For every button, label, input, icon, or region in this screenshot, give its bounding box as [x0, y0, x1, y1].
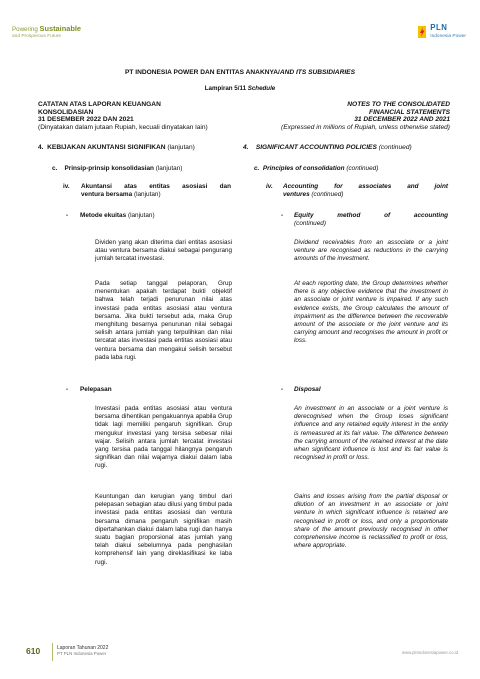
subsection-iv-right — [283, 183, 448, 199]
section-title-left: KEBIJAKAN AKUNTANSI SIGNIFIKAN — [47, 144, 166, 151]
title-italic: AND ITS SUBSIDIARIES — [279, 69, 355, 76]
sub-iv-cont-right: (continued) — [311, 190, 344, 198]
paragraph-right-3: An investment in an associate or a joint venture is derecognised when the Group loses significant influence and any retained equity interest in the entity is remeasured at its fair value. The difference between the carrying amount of the retained interest at the date when significant influence is lost and its fair value is recognised in profit or loss. — [294, 405, 448, 462]
disposal-heading-left: Pelepasan — [80, 386, 112, 393]
paragraph-left-2: Pada setiap tanggal pelaporan, Grup menentukan apakah terdapat bukti objektif bahwa telah terjadi penurunan nilai atas investasi pada entitas asosiasi atau ventura bersama. Jika bukti tersebut ada, maka Grup menghitung besarnya penurunan nilai sebagai selisih antara jumlah yang terpulihkan dan nilai tercatat atas investasi pada entitas asosiasi atau ventura bersama dan mengakui selisih tersebut pada laba rugi. — [95, 280, 232, 361]
subsection-c-left — [52, 165, 182, 172]
document-title — [0, 69, 480, 76]
section-heading-left — [38, 144, 195, 151]
right-header — [281, 101, 450, 131]
dash-marker: - — [281, 212, 284, 219]
schedule-label — [0, 85, 480, 92]
equity-heading-left — [80, 212, 155, 220]
sub-c-letter-right: c. — [254, 165, 260, 172]
page-number: 610 — [26, 646, 41, 656]
right-header-line1: NOTES TO THE CONSOLIDATED — [347, 101, 450, 108]
sub-iv-cont-left: (lanjutan) — [133, 190, 161, 198]
left-header-line2: KONSOLIDASIAN — [38, 108, 94, 116]
paragraph-left-3: Investasi pada entitas asosiasi atau ventura bersama dihentikan pengakuannya apabila Grup tidak lagi memiliki pengaruh signifikan. Grup mengukur investasi yang tersisa sebesar nilai wajar. Selisih antara jumlah tercatat investasi yang tersisa pada tanggal hilangnya pengaruh signifikan dan nilai wajarnya diakui dalam laba rugi. — [95, 405, 232, 470]
right-header-line2: FINANCIAL STATEMENTS — [369, 108, 450, 116]
paragraph-left-4: Keuntungan dan kerugian yang timbul dari pelepasan sebagian atau dilusi yang timbul pada investasi pada entitas asosiasi dan ventura bersama dimana pengaruh signifikan masih dipertahankan diakui dalam laba rugi dan hanya suatu bagian proporsional atas jumlah yang telah diakui sebelumnya pada penghasilan komprehensif lain yang direklasifikasi ke laba rugi. — [95, 493, 232, 566]
section-num-left: 4. — [38, 144, 44, 151]
section-title-right: SIGNIFICANT ACCOUNTING POLICIES — [255, 144, 377, 151]
footer-line1: Laporan Tahunan 2022 — [57, 645, 109, 651]
subsection-c-right — [254, 165, 378, 172]
footer-line2: PT PLN Indonesia Power — [57, 651, 107, 656]
sub-iv-num-right: iv. — [266, 183, 273, 190]
sub-iv-line2-left: ventura bersama — [81, 190, 133, 198]
sub-iv-num-left: iv. — [63, 183, 70, 190]
title-main: PT INDONESIA POWER DAN ENTITAS ANAKNYA/ — [125, 69, 280, 76]
footer-url[interactable]: www.plnindonesiapower.co.id — [401, 650, 458, 655]
paragraph-right-4: Gains and losses arising from the partial disposal or dilution of an investment in an associate or joint venture in which significant influence is retained are recognised in profit or loss, and only a proportionate share of the amount previously recognised in other comprehensive income is reclassified to profit or loss, where appropriate. — [294, 493, 448, 550]
logo-sub: Indonesia Power — [430, 34, 466, 39]
schedule-prefix: Lampiran 5/11 — [204, 85, 248, 92]
equity-title-left: Metode ekuitas — [80, 212, 127, 219]
equity-cont-right: (continued) — [294, 219, 326, 227]
schedule-italic: Schedule — [247, 85, 276, 92]
right-header-line3: 31 DECEMBER 2022 AND 2021 — [354, 116, 450, 124]
sub-c-letter-left: c. — [52, 165, 58, 172]
right-header-line4: (Expressed in millions of Rupiah, unless otherwise stated) — [281, 123, 450, 131]
left-header — [38, 101, 208, 131]
paragraph-right-1: Dividend receivables from an associate or a joint venture are recognised as reductions in the carrying amounts of the investment. — [294, 239, 448, 263]
brand-tagline-bold: Sustainable — [39, 24, 82, 33]
brand-tagline — [12, 25, 81, 40]
sub-iv-line1-right: Accounting for associates and joint — [283, 183, 448, 190]
section-cont-right: (continued) — [378, 144, 412, 151]
left-header-line4: (Dinyatakan dalam jutaan Rupiah, kecuali dinyatakan lain) — [38, 123, 208, 131]
section-num-right: 4. — [243, 144, 249, 151]
sub-iv-line2-right: ventures — [283, 190, 310, 198]
disposal-heading-right: Disposal — [294, 386, 321, 393]
footer-divider — [52, 643, 53, 661]
brand-tagline-prefix: Powering — [12, 26, 38, 33]
sub-c-title-left: Prinsip-prinsip konsolidasian — [64, 165, 154, 172]
sub-c-cont-left: (lanjutan) — [155, 165, 183, 172]
subsection-iv-left — [81, 183, 231, 199]
sub-c-cont-right: (continued) — [346, 165, 379, 172]
brand-tagline-line2: and Prosperous Future — [12, 34, 62, 39]
left-header-line1: CATATAN ATAS LAPORAN KEUANGAN — [38, 101, 161, 108]
paragraph-right-2: At each reporting date, the Group determines whether there is any objective evidence that the investment in an associate or joint venture is impaired. If any such evidence exists, the Group calculates the amount of impairment as the difference between the recoverable amount of the associate or the joint venture and its carrying amount and recognises the amount in profit or loss. — [294, 280, 448, 345]
dash-marker: - — [281, 386, 284, 393]
logo-pln: PLN — [430, 23, 448, 32]
equity-title-right: Equity method of accounting — [294, 212, 448, 219]
section-cont-left: (lanjutan) — [167, 144, 195, 151]
equity-heading-right — [294, 212, 448, 228]
sub-iv-line1-left: Akuntansi atas entitas asosiasi dan — [81, 183, 231, 190]
section-heading-right — [243, 144, 412, 151]
equity-cont-left: (lanjutan) — [127, 212, 155, 219]
pln-logo — [418, 24, 466, 40]
footer-report — [57, 645, 108, 657]
dash-marker: - — [66, 386, 69, 393]
dash-marker: - — [66, 212, 69, 219]
paragraph-left-1: Dividen yang akan diterima dari entitas asosiasi atau ventura bersama diakui sebagai pengurang jumlah tercatat investasi. — [95, 239, 232, 263]
lightning-icon — [418, 26, 426, 38]
sub-c-title-right: Principles of consolidation — [262, 165, 345, 172]
left-header-line3: 31 DESEMBER 2022 DAN 2021 — [38, 116, 134, 124]
